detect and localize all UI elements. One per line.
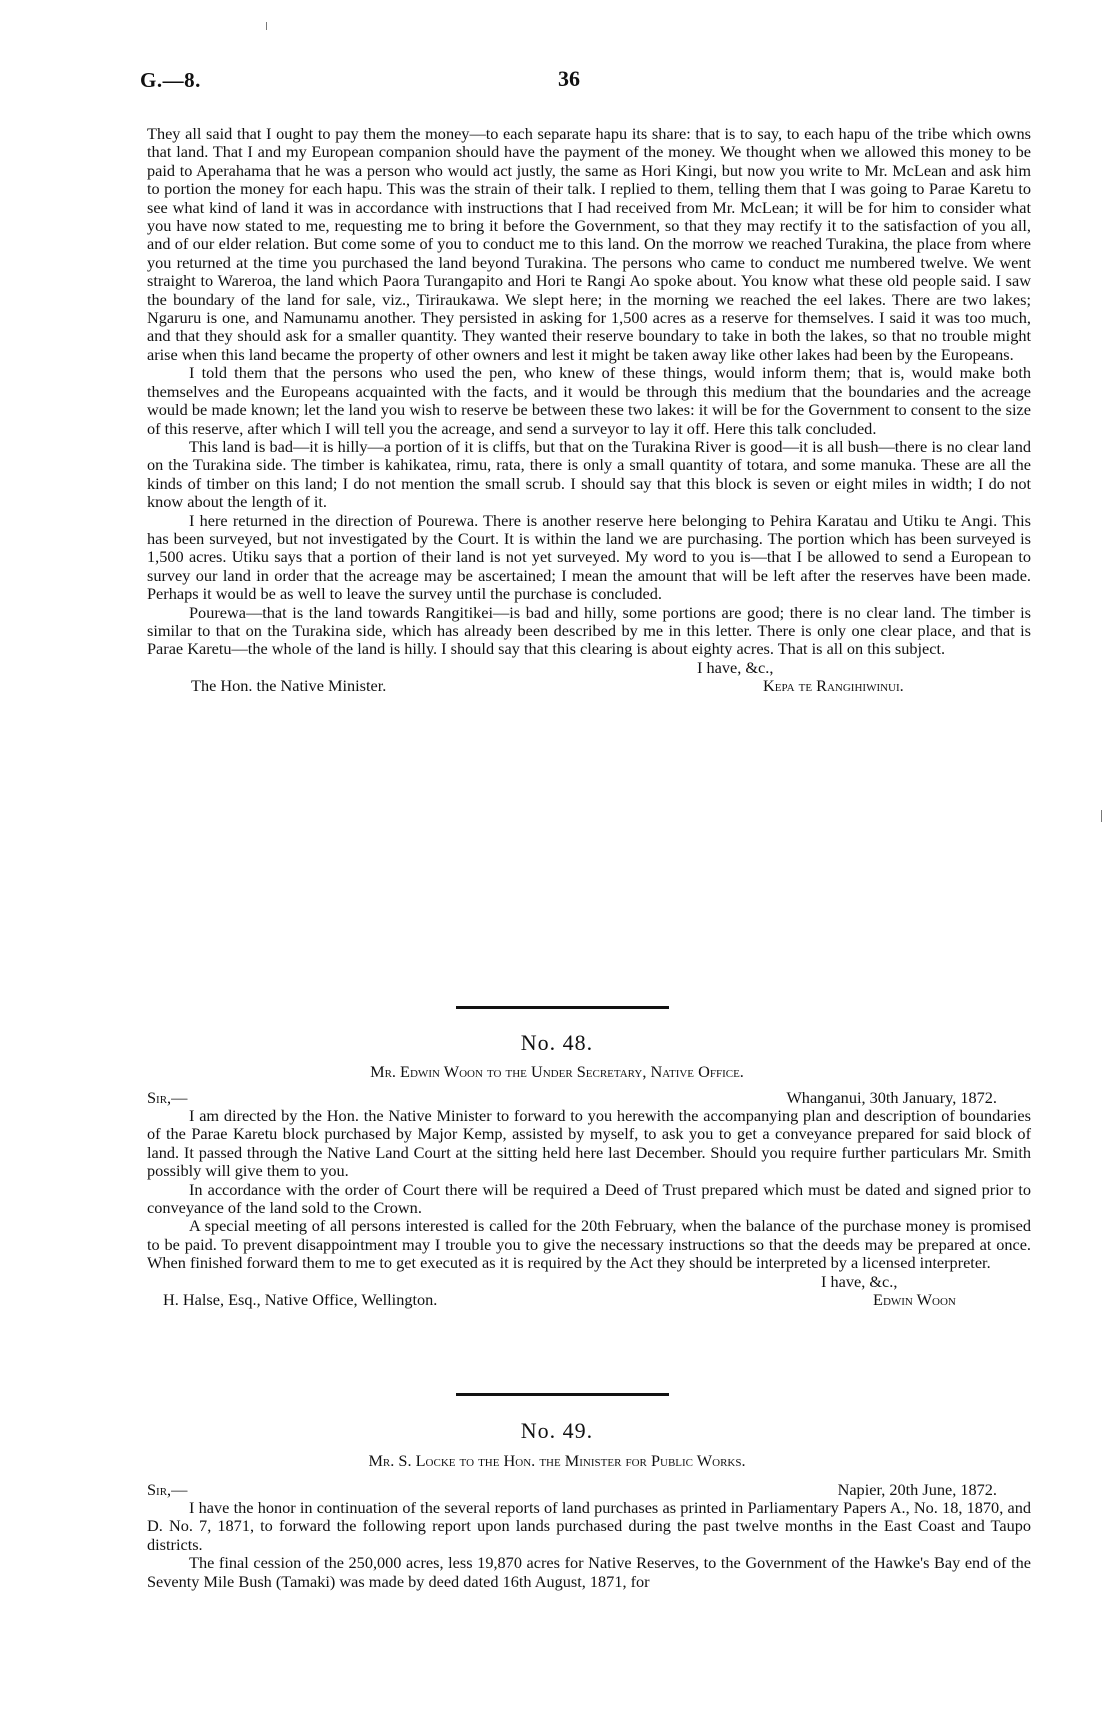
letter-body [147, 1499, 1031, 1591]
page-header [140, 62, 1030, 102]
closing-line [147, 1273, 1031, 1291]
scan-speck [1101, 810, 1102, 822]
salutation-line [147, 1480, 1031, 1500]
page-number: 36 [558, 66, 580, 91]
section-divider [456, 1393, 669, 1396]
paragraph: They all said that I ought to pay them the money—to each separate hapu its share: that is to say, to each hapu of the tribe which owns that land. That I and my European companion should have the payment of the money. We thought when we allowed this money to be paid to Aperahama that he was a person who would act justly, the same as Hori Kingi, but now you write to Mr. McLean and ask him to portion the money for each hapu. This was the strain of their talk. I replied to them, telling them that I was going to Parae Karetu to see what kind of land it was in accordance with instructions that I had received from Mr. McLean; it will be for him to consider what you have now stated to me, requesting me to bring it before the Government, so that they may rectify it to the satisfaction of you all, and of our elder relation. But come some of you to conduct me to this land. On the morrow we reached Turakina, the place from where you returned at the time you purchased the land beyond Turakina. The persons who came to conduct me numbered twelve. We went straight to Wareroa, the land which Paora Turangapito and Hori te Rangi Ao spoke about. You know what these old people said. I saw the boundary of the land for sale, viz., Tiriraukawa. We slept here; in the morning we reached the eel lakes. There are two lakes; Ngaruru is one, and Namunamu another. They persisted in asking for 1,500 acres as a reserve for themselves. I said it was too much, and that they should ask for a smaller quantity. They wanted their reserve boundary to take in both the lakes, so that no trouble might arise when this land became the property of other owners and lest it might be taken away like other lakes had been by the Europeans. [147, 124, 1031, 364]
signature: Edwin Woon [873, 1290, 956, 1310]
paragraph: In accordance with the order of Court there will be required a Deed of Trust prepared which must be dated and signed prior to conveyance of the land sold to the Crown. [147, 1179, 1031, 1218]
scan-speck [266, 22, 267, 30]
closing: I have, &c., [697, 657, 774, 677]
letter-subtitle: Mr. S. Locke to the Hon. the Minister for Public Works. [368, 1451, 746, 1470]
paragraph: Pourewa—that is the land towards Rangitikei—is bad and hilly, some portions are good; there is no clear land. The timber is similar to that on the Turakina side, which has already been described by me in this letter. There is only one clear place, and that is Parae Karetu—the whole of the land is hilly. I should say that this clearing is about eighty acres. That is all on this subject. [147, 602, 1031, 659]
salutation-line [147, 1088, 1031, 1108]
signature-line [147, 1291, 1031, 1309]
addressee: The Hon. the Native Minister. [191, 676, 387, 696]
closing-line [147, 659, 1031, 677]
letter-continuation [147, 125, 1031, 696]
signature: Kepa te Rangihiwinui. [763, 676, 904, 696]
letter-number: No. 49. [520, 1418, 594, 1443]
salutation: Sir,— [147, 1088, 188, 1107]
place-date: Whanganui, 30th January, 1872. [786, 1088, 997, 1107]
paragraph: I have the honor in continuation of the several reports of land purchases as printed in Parliamentary Papers A., No. 18, 1870, and D. No. 7, 1871, to forward the following report upon lands purchased during the past twelve months in the East Coast and Taupo districts. [147, 1498, 1031, 1554]
section-divider [456, 1006, 669, 1009]
salutation: Sir,— [147, 1480, 188, 1499]
document-reference: G.—8. [140, 68, 201, 92]
paragraph: The final cession of the 250,000 acres, less 19,870 acres for Native Reserves, to the Government of the Hawke's Bay end of the Seventy Mile Bush (Tamaki) was made by deed dated 16th August, 1871, for [147, 1553, 1031, 1591]
paragraph: This land is bad—it is hilly—a portion of it is cliffs, but that on the Turakina River is good—it is all bush—there is no clear land on the Turakina side. The timber is kahikatea, rimu, rata, there is only a small quantity of totara, and some manuka. These are all the kinds of timber on this land; I do not mention the small scrub. I should say that this block is seven or eight miles in width; I do not know about the length of it. [147, 436, 1031, 512]
letter-subtitle: Mr. Edwin Woon to the Under Secretary, Native Office. [370, 1062, 744, 1081]
paragraph: I am directed by the Hon. the Native Minister to forward to you herewith the accompanying plan and description of boundaries of the Parae Karetu block purchased by Major Kemp, assisted by myself, to ask you to get a conveyance prepared for said block of land. It passed through the Native Land Court at the sitting held here last December. Should you require further particulars Mr. Smith possibly will give them to you. [147, 1106, 1031, 1181]
addressee: H. Halse, Esq., Native Office, Wellington. [163, 1290, 438, 1310]
paragraph: I told them that the persons who used the pen, who knew of these things, would inform them; that is, would make both themselves and the Europeans acquainted with the facts, and it would be through this medium that the boundaries and the acreage would be made known; let the land you wish to reserve be between these two lakes: it will be for the Government to consent to the size of this reserve, after which I will tell you the acreage, and send a surveyor to lay it off. Here this talk concluded. [147, 363, 1031, 438]
paragraph: I here returned in the direction of Pourewa. There is another reserve here belonging to Pehira Karatau and Utiku te Angi. This has been surveyed, but not investigated by the Court. It is within the land we are purchasing. The portion which has been surveyed is 1,500 acres. Utiku says that a portion of their land is not yet surveyed. My word to you is—that I be allowed to send a European to survey our land in order that the acreage may be ascertained; I mean the amount that will be left after the reserves have been made. Perhaps it would be as well to leave the survey until the purchase is concluded. [147, 510, 1031, 604]
letter-number: No. 48. [520, 1030, 594, 1055]
closing: I have, &c., [821, 1271, 898, 1291]
letter-body [147, 1107, 1031, 1309]
place-date: Napier, 20th June, 1872. [837, 1480, 997, 1499]
signature-line [147, 677, 1031, 695]
paragraph: A special meeting of all persons interested is called for the 20th February, when the balance of the purchase money is promised to be paid. To prevent disappointment may I trouble you to give the necessary instructions so that the deeds may be prepared at once. When finished forward them to me to get executed as it is required by the Act they should be interpreted by a licensed interpreter. [147, 1216, 1031, 1273]
